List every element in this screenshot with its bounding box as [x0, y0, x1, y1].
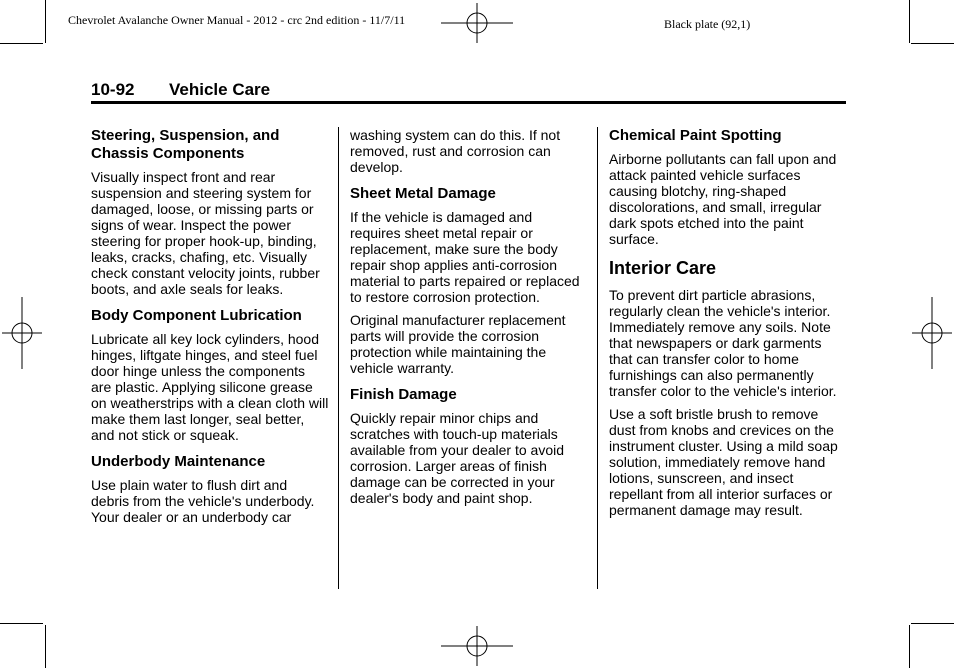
paragraph: Airborne pollutants can fall upon and attack painted vehicle surfaces causing blotchy, ring-shaped discolorations, and small, irregular dark spots etched into the paint surface. [609, 151, 837, 247]
registration-mark-icon [912, 297, 952, 369]
registration-mark-icon [2, 297, 42, 369]
crop-mark [909, 0, 910, 43]
registration-mark-icon [441, 626, 513, 666]
registration-mark-icon [441, 3, 513, 43]
heading-body-lubrication: Body Component Lubrication [91, 307, 302, 324]
crop-mark [45, 625, 46, 668]
paragraph: Lubricate all key lock cylinders, hood hinges, liftgate hinges, and steel fuel door hinge unless the components are plastic. Applying silicone grease on weatherstrips with a clean cloth will make them last longer, seal better, and not stick or squeak. [91, 331, 329, 443]
paragraph: Use a soft bristle brush to remove dust from knobs and crevices on the instrument cluster. Using a mild soap solution, immediately remove hand lotions, sunscreen, and insect repellant from all interior surfaces or permanent damage may result. [609, 406, 838, 518]
paragraph: To prevent dirt particle abrasions, regularly clean the vehicle's interior. Immediately remove any soils. Note that newspapers or dark garments that can transfer color to home furnishings can also permanently transfer color to the vehicle's interior. [609, 287, 837, 399]
heading-finish-damage: Finish Damage [350, 386, 457, 403]
paragraph: Visually inspect front and rear suspension and steering system for damaged, loose, or missing parts or signs of wear. Inspect the power steering for proper hook-up, binding, leaks, cracks, chafing, etc. Visually check constant velocity joints, rubber boots, and axle seals for leaks. [91, 169, 320, 297]
paragraph: Use plain water to flush dirt and debris from the vehicle's underbody. Your dealer or an underbody car [91, 477, 315, 525]
heading-interior-care: Interior Care [609, 258, 717, 278]
heading-chemical-paint-spotting: Chemical Paint Spotting [609, 127, 782, 144]
paragraph: Quickly repair minor chips and scratches with touch-up materials available from your dealer to avoid corrosion. Larger areas of finish damage can be corrected in your dealer's body and paint shop. [350, 410, 565, 506]
paragraph: Original manufacturer replacement parts will provide the corrosion protection while maintaining the vehicle warranty. [350, 312, 566, 376]
column-1 [91, 127, 329, 532]
crop-mark [911, 623, 954, 624]
paragraph: washing system can do this. If not removed, rust and corrosion can develop. [350, 127, 561, 175]
paragraph: If the vehicle is damaged and requires sheet metal repair or replacement, make sure the body repair shop applies anti-corrosion material to parts repaired or replaced to restore corrosion protection. [350, 209, 580, 305]
heading-underbody-maintenance: Underbody Maintenance [91, 453, 266, 470]
crop-mark [0, 623, 43, 624]
column-divider [597, 127, 598, 589]
heading-sheet-metal-damage: Sheet Metal Damage [350, 185, 496, 202]
section-title: Vehicle Care [169, 80, 271, 99]
column-divider [338, 127, 339, 589]
column-2 [350, 127, 582, 513]
crop-mark [0, 43, 43, 44]
page-number: 10-92 [91, 80, 135, 99]
crop-mark [909, 625, 910, 668]
crop-mark [911, 43, 954, 44]
column-3 [609, 127, 847, 525]
heading-steering-suspension: Steering, Suspension, and Chassis Components [91, 127, 280, 162]
plate-number: Black plate (92,1) [664, 17, 751, 31]
page-header [91, 80, 270, 100]
plate-info: Chevrolet Avalanche Owner Manual - 2012 - crc 2nd edition - 11/7/11 [68, 13, 406, 27]
header-rule [91, 101, 846, 104]
crop-mark [45, 0, 46, 43]
